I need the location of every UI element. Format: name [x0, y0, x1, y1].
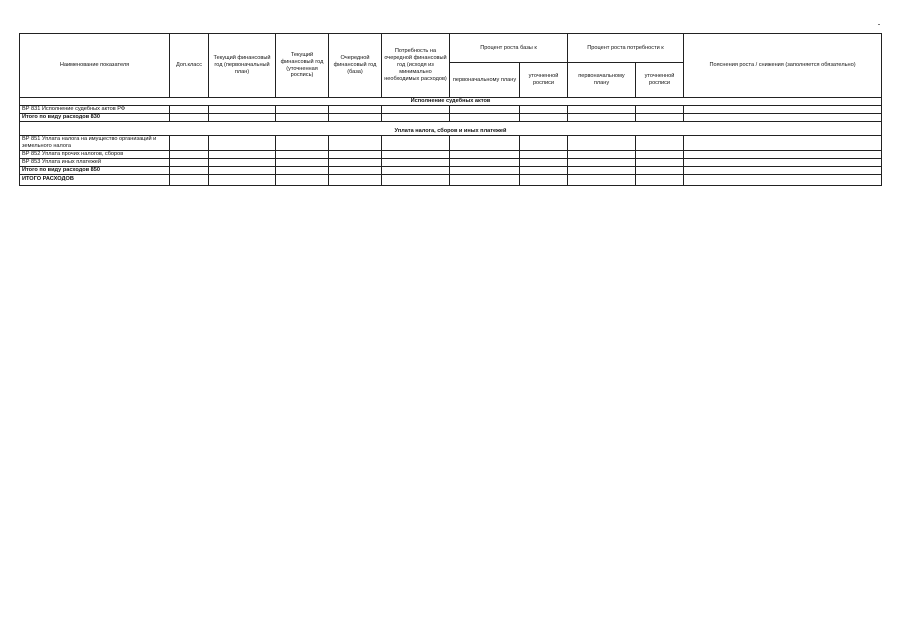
col-header-need-to-initial: первоначальному плану: [568, 63, 636, 98]
cell: [636, 166, 684, 174]
cell: [170, 174, 209, 185]
col-header-dop-class: Доп.класс: [170, 34, 209, 98]
col-header-name: Наименование показателя: [20, 34, 170, 98]
cell: [568, 174, 636, 185]
cell: [209, 158, 276, 166]
cell: [684, 158, 882, 166]
cell: [170, 113, 209, 121]
cell: [520, 150, 568, 158]
cell: [520, 135, 568, 150]
cell: [636, 135, 684, 150]
cell: [568, 158, 636, 166]
cell: [209, 150, 276, 158]
col-header-current-refined: Текущий финансовый год (уточненная роспись): [276, 34, 329, 98]
cell: [329, 135, 382, 150]
cell: [450, 174, 520, 185]
cell: [636, 113, 684, 121]
row-label-vr851: ВР 851 Уплата налога на имущество организаций и земельного налога: [20, 135, 170, 150]
cell: [684, 135, 882, 150]
table-row-total850: [20, 166, 882, 174]
cell: [568, 150, 636, 158]
cell: [276, 135, 329, 150]
cell: [170, 158, 209, 166]
cell: [568, 106, 636, 114]
cell: [684, 106, 882, 114]
cell: [450, 106, 520, 114]
scan-speck: [878, 24, 880, 25]
section-title-court: Исполнение судебных актов: [20, 98, 882, 106]
cell: [450, 166, 520, 174]
cell: [276, 166, 329, 174]
row-label-vr853: ВР 853 Уплата иных платежей: [20, 158, 170, 166]
section-title-taxes: Уплата налога, сборов и иных платежей: [20, 121, 882, 135]
section-row-taxes: [20, 121, 882, 135]
col-header-base-growth: Процент роста базы к: [450, 34, 568, 63]
cell: [382, 106, 450, 114]
row-label-grand-total: ИТОГО РАСХОДОВ: [20, 174, 170, 185]
cell: [329, 158, 382, 166]
cell: [329, 106, 382, 114]
row-label-total830: Итого по виду расходов 830: [20, 113, 170, 121]
cell: [568, 135, 636, 150]
cell: [170, 106, 209, 114]
cell: [276, 106, 329, 114]
table-row-total830: [20, 113, 882, 121]
cell: [329, 150, 382, 158]
row-label-vr852: ВР 852 Уплата прочих налогов, сборов: [20, 150, 170, 158]
cell: [684, 150, 882, 158]
cell: [382, 166, 450, 174]
cell: [170, 166, 209, 174]
col-header-need-growth: Процент роста потребности к: [568, 34, 684, 63]
cell: [276, 150, 329, 158]
cell: [382, 113, 450, 121]
col-header-base-to-initial: первоначальному плану: [450, 63, 520, 98]
cell: [636, 150, 684, 158]
col-header-explanation: Пояснения роста / снижения (заполняется обязательно): [684, 34, 882, 98]
section-row-court: [20, 98, 882, 106]
col-header-need-to-refined: уточненной росписи: [636, 63, 684, 98]
cell: [329, 113, 382, 121]
col-header-need-next: Потребность на очередной финансовый год (исходя из минимально необходимых расходов): [382, 34, 450, 98]
cell: [450, 150, 520, 158]
cell: [209, 106, 276, 114]
cell: [520, 166, 568, 174]
cell: [170, 150, 209, 158]
cell: [209, 113, 276, 121]
cell: [520, 113, 568, 121]
cell: [684, 174, 882, 185]
row-label-vr831: ВР 831 Исполнение судебных актов РФ: [20, 106, 170, 114]
cell: [684, 166, 882, 174]
cell: [636, 106, 684, 114]
col-header-next-base: Очередной финансовый год (база): [329, 34, 382, 98]
cell: [636, 174, 684, 185]
cell: [520, 174, 568, 185]
cell: [636, 158, 684, 166]
cell: [520, 158, 568, 166]
table-row-vr853: [20, 158, 882, 166]
cell: [276, 174, 329, 185]
cell: [382, 158, 450, 166]
table-row-vr852: [20, 150, 882, 158]
col-header-current-initial: Текущий финансовый год (первоначальный план): [209, 34, 276, 98]
table-body: [20, 98, 882, 186]
cell: [276, 158, 329, 166]
col-header-base-to-refined: уточненной росписи: [520, 63, 568, 98]
cell: [450, 135, 520, 150]
cell: [382, 135, 450, 150]
cell: [684, 113, 882, 121]
cell: [209, 174, 276, 185]
cell: [450, 158, 520, 166]
budget-table: [19, 33, 882, 186]
cell: [382, 174, 450, 185]
cell: [209, 166, 276, 174]
cell: [382, 150, 450, 158]
table-header: [20, 34, 882, 98]
cell: [329, 174, 382, 185]
cell: [450, 113, 520, 121]
cell: [568, 113, 636, 121]
cell: [520, 106, 568, 114]
cell: [276, 113, 329, 121]
cell: [329, 166, 382, 174]
table-row-vr851: [20, 135, 882, 150]
table-row-vr831: [20, 106, 882, 114]
cell: [209, 135, 276, 150]
table-row-grand-total: [20, 174, 882, 185]
cell: [170, 135, 209, 150]
cell: [568, 166, 636, 174]
row-label-total850: Итого по виду расходов 850: [20, 166, 170, 174]
